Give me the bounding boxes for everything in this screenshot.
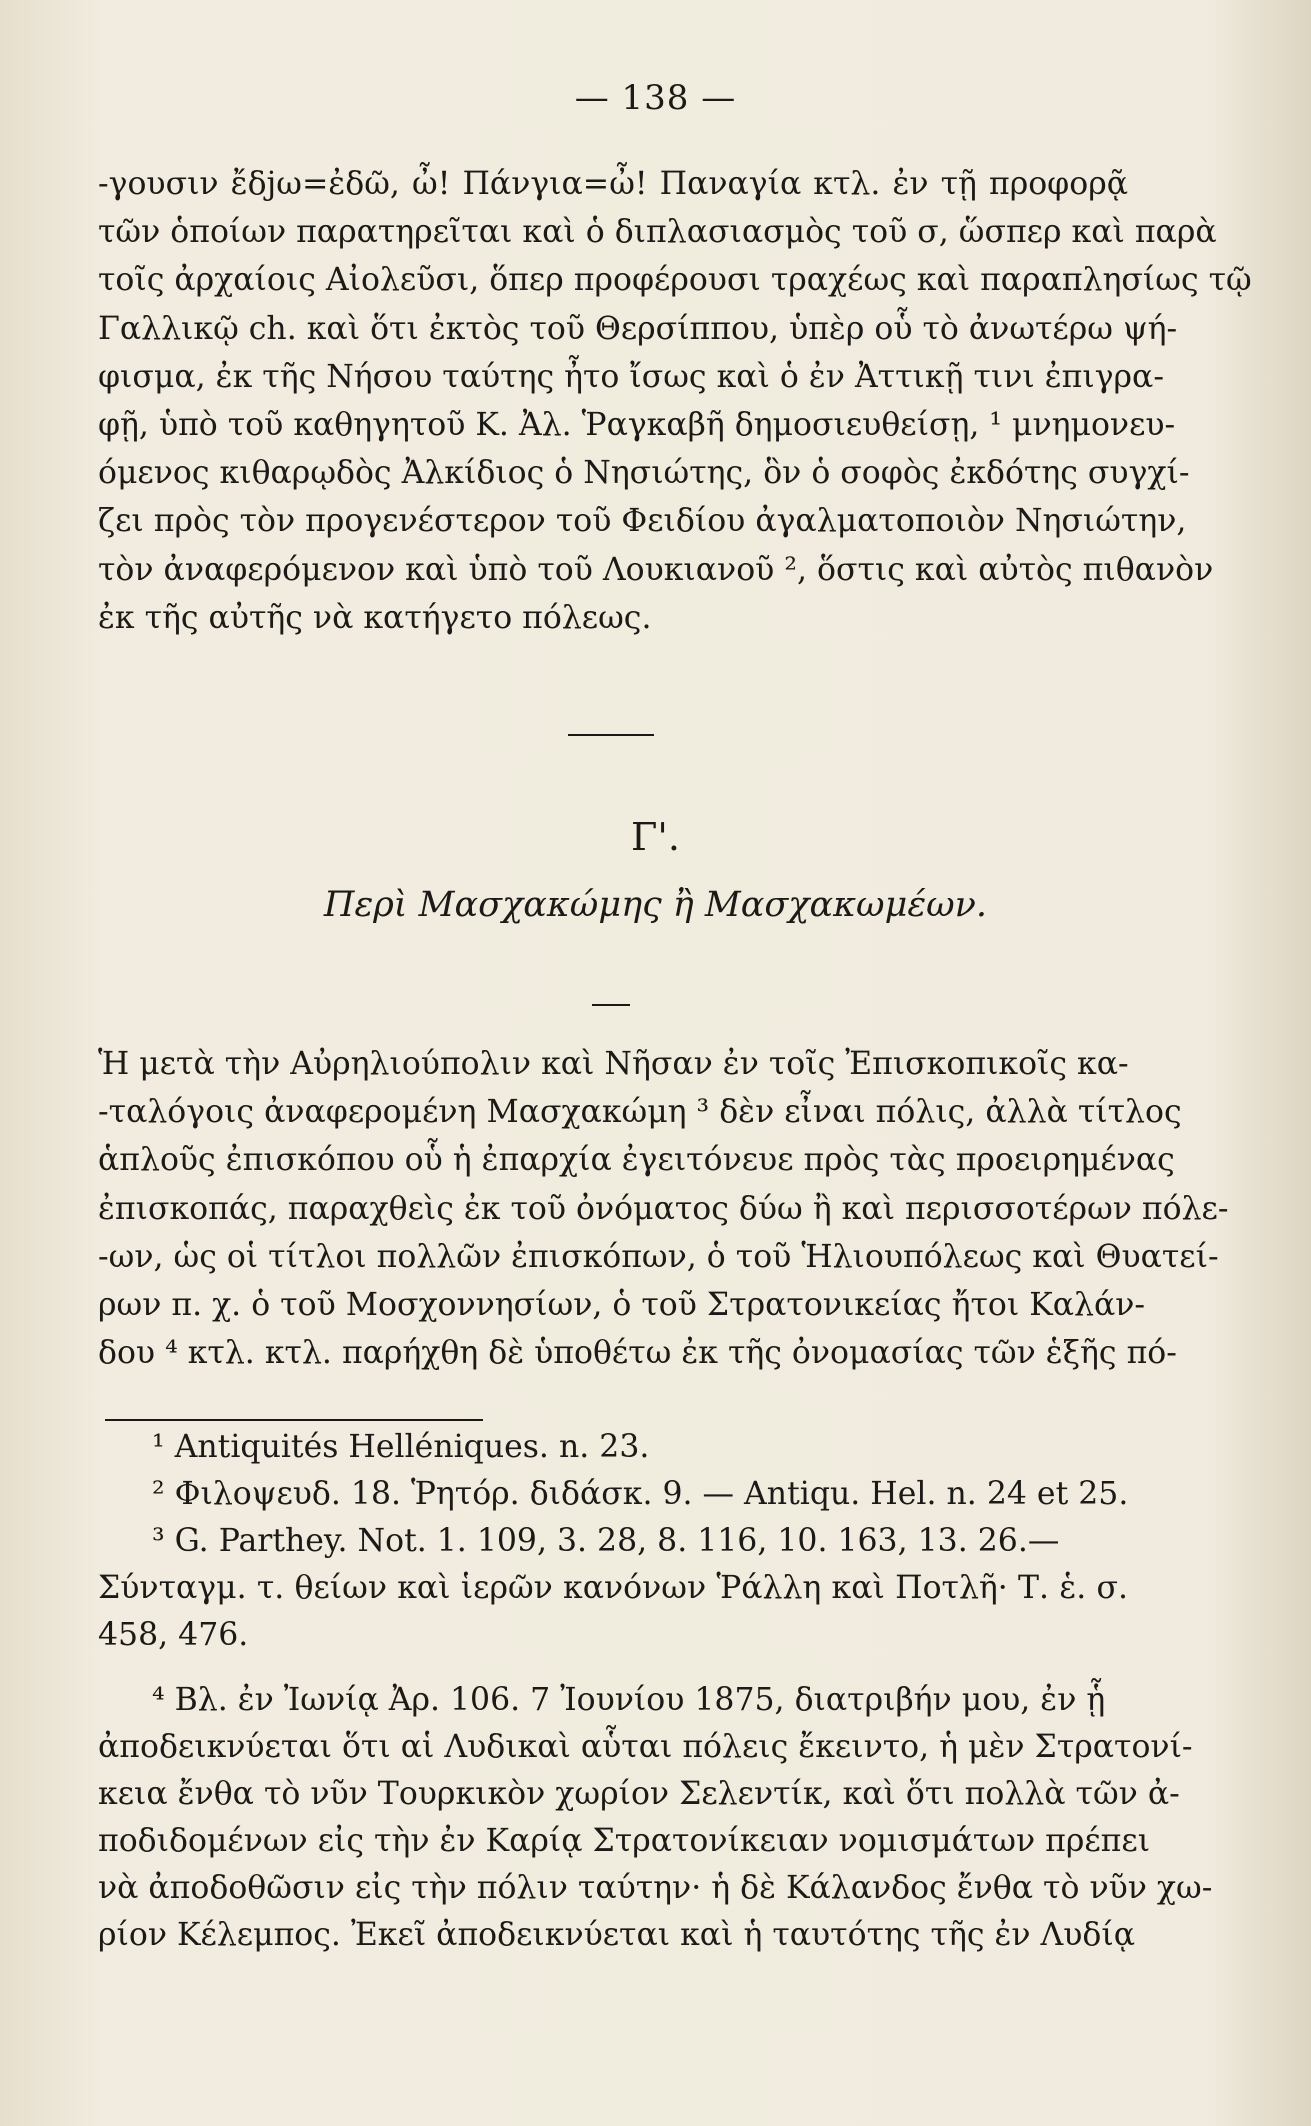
text-line: ρων π. χ. ὁ τοῦ Μοσχοννησίων, ὁ τοῦ Στρατονικείας ἤτοι Καλάν- [98, 1287, 1146, 1324]
page-number: — 138 — [574, 78, 737, 118]
text-line: -ων, ὡς οἱ τίτλοι πολλῶν ἐπισκόπων, ὁ τοῦ Ἡλιουπόλεως καὶ Θυατεί- [98, 1238, 1219, 1275]
text-line: τῶν ὁποίων παρατηρεῖται καὶ ὁ διπλασιασμὸς τοῦ σ, ὥσπερ καὶ παρὰ [98, 214, 1217, 251]
text-line: ζει πρὸς τὸν προγενέστερον τοῦ Φειδίου ἀγαλματοποιὸν Νησιώτην, [98, 503, 1187, 540]
footnote-4-cont: ρίον Κέλεμπος. Ἐκεῖ ἀποδεικνύεται καὶ ἡ ταυτότης τῆς ἐν Λυδίᾳ [98, 1917, 1136, 1953]
text-line: φισμα, ἐκ τῆς Νήσου ταύτης ἦτο ἴσως καὶ ὁ ἐν Ἀττικῇ τινι ἐπιγρα- [98, 358, 1164, 395]
text-line: Ἡ μετὰ τὴν Αὐρηλιούπολιν καὶ Νῆσαν ἐν τοῖς Ἐπισκοπικοῖς κα- [98, 1046, 1129, 1082]
text-line: -γουσιν ἔδjω=ἐδῶ, ὦ! Πάνγια=ὦ! Παναγία κτλ. ἐν τῇ προφορᾷ [98, 166, 1128, 202]
paragraph-1 [98, 160, 1252, 642]
paragraph-2 [98, 1040, 1229, 1377]
footnotes [98, 1424, 1213, 1959]
text-line: όμενος κιθαρῳδὸς Ἀλκίδιος ὁ Νησιώτης, ὃν ὁ σοφὸς ἐκδότης συγχί- [98, 455, 1190, 492]
footnote-1: ¹ Antiquités Helléniques. n. 23. [152, 1429, 650, 1465]
footnote-4-cont: νὰ ἀποδοθῶσιν εἰς τὴν πόλιν ταύτην· ἡ δὲ Κάλανδος ἔνθα τὸ νῦν χω- [98, 1870, 1213, 1906]
text-line: ἐπισκοπάς, παραχθεὶς ἐκ τοῦ ὀνόματος δύω ἢ καὶ περισσοτέρων πόλε- [98, 1190, 1229, 1227]
footnote-2: ² Φιλοψευδ. 18. Ῥητόρ. διδάσκ. 9. — Antiqu. Hel. n. 24 et 25. [152, 1476, 1129, 1512]
text-line: -ταλόγοις ἀναφερομένη Μασχακώμη ³ δὲν εἶναι πόλις, ἀλλὰ τίτλος [98, 1094, 1182, 1131]
footnote-4-cont: ἀποδεικνύεται ὅτι αἱ Λυδικαὶ αὗται πόλεις ἔκειντο, ἡ μὲν Στρατονί- [98, 1729, 1193, 1765]
footnote-rule [105, 1419, 483, 1421]
text-line: ἁπλοῦς ἐπισκόπου οὗ ἡ ἐπαρχία ἐγειτόνευε πρὸς τὰς προειρημένας [98, 1142, 1175, 1179]
footnote-4: ⁴ Βλ. ἐν Ἰωνίᾳ Ἀρ. 106. 7 Ἰουνίου 1875, διατριβήν μου, ἐν ᾗ [152, 1682, 1106, 1718]
footnote-3-cont: 458, 476. [98, 1617, 249, 1653]
text-line: ἐκ τῆς αὐτῆς νὰ κατήγετο πόλεως. [98, 599, 652, 636]
text-line: τοῖς ἀρχαίοις Αἰολεῦσι, ὅπερ προφέρουσι τραχέως καὶ παραπλησίως τῷ [98, 262, 1252, 299]
footnote-4-cont: κεια ἔνθα τὸ νῦν Τουρκικὸν χωρίον Σελεντίκ, καὶ ὅτι πολλὰ τῶν ἀ- [98, 1776, 1180, 1812]
footnote-3-cont: Σύνταγμ. τ. θείων καὶ ἱερῶν κανόνων Ῥάλλη καὶ Ποτλῆ· Τ. ἑ. σ. [98, 1570, 1128, 1606]
footnote-4-cont: ποδιδομένων εἰς τὴν ἐν Καρίᾳ Στρατονίκειαν νομισμάτων πρέπει [98, 1823, 1151, 1859]
text-line: τὸν ἀναφερόμενον καὶ ὑπὸ τοῦ Λουκιανοῦ ², ὅστις καὶ αὐτὸς πιθανὸν [98, 551, 1214, 588]
section-title: Περὶ Μασχακώμης ἢ Μασχακωμέων. [323, 885, 988, 925]
footnote-3: ³ G. Parthey. Not. 1. 109, 3. 28, 8. 116, 10. 163, 13. 26.— [152, 1523, 1060, 1559]
section-separator [568, 734, 654, 736]
text-line: Γαλλικῷ ch. καὶ ὅτι ἐκτὸς τοῦ Θερσίππου, ὑπὲρ οὗ τὸ ἀνωτέρω ψή- [98, 310, 1178, 347]
title-rule [592, 1004, 630, 1006]
text-line: δου ⁴ κτλ. κτλ. παρήχθη δὲ ὑποθέτω ἐκ τῆς ὀνομασίας τῶν ἑξῆς πό- [98, 1335, 1177, 1372]
text-line: φῇ, ὑπὸ τοῦ καθηγητοῦ Κ. Ἀλ. Ῥαγκαβῆ δημοσιευθείσῃ, ¹ μνημονευ- [98, 407, 1176, 444]
section-number: Γ'. [631, 815, 680, 859]
